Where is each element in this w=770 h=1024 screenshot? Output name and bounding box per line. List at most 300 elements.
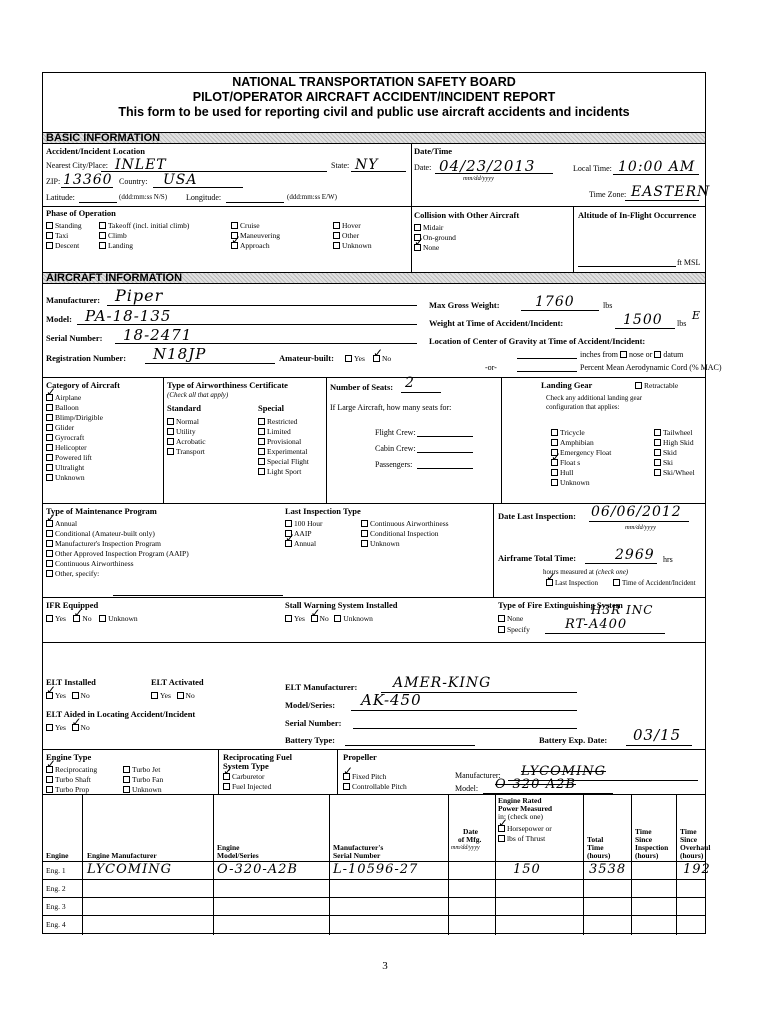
large-aircraft-label: If Large Aircraft, how many seats for:: [330, 403, 452, 412]
last-inspection-type-label: Last Inspection Type: [285, 506, 361, 516]
gear-ski-checkbox[interactable]: [654, 459, 661, 466]
airframe-time-unit: hrs: [663, 555, 673, 564]
last-inspection-continuous-airworthiness-option[interactable]: [361, 519, 449, 528]
th-since-2: Since: [635, 835, 653, 844]
engine-type-turbo-shaft-option[interactable]: [46, 775, 91, 784]
gear-float-s-label: Float s: [560, 458, 581, 467]
gear-amphibian-label: Amphibian: [560, 438, 594, 447]
phase-taxi-label: Taxi: [55, 231, 69, 240]
standard-normal-option[interactable]: [167, 417, 199, 426]
category-glider-label: Glider: [55, 423, 75, 432]
thrust-checkbox[interactable]: [498, 835, 505, 842]
standard-acrobatic-checkbox[interactable]: [167, 438, 174, 445]
last-inspection-unknown-option[interactable]: [361, 539, 400, 548]
manufacturer-value[interactable]: Piper: [115, 286, 164, 305]
last-inspection-conditional-inspection-checkbox[interactable]: [361, 530, 368, 537]
gear-high-skid-option[interactable]: [654, 438, 694, 447]
retractable-checkbox[interactable]: [635, 382, 642, 389]
phase-standing-checkbox[interactable]: [46, 222, 53, 229]
standard-utility-option[interactable]: [167, 427, 196, 436]
phase-maneuvering-label: Maneuvering: [240, 231, 280, 240]
engine-row-1-oh[interactable]: 192: [683, 862, 711, 877]
phase-unknown-checkbox[interactable]: [333, 242, 340, 249]
program-manufacturer-s-inspection-program-option[interactable]: [46, 539, 161, 548]
battery-type-line: [345, 745, 475, 746]
engine-type-turbo-jet-label: Turbo Jet: [132, 765, 161, 774]
phase-standing-label: Standing: [55, 221, 82, 230]
amateur-no-checkbox[interactable]: [373, 355, 380, 362]
phase-other-option[interactable]: [333, 231, 359, 240]
special-restricted-checkbox[interactable]: [258, 418, 265, 425]
gear-high-skid-checkbox[interactable]: [654, 439, 661, 446]
standard-acrobatic-option[interactable]: [167, 437, 206, 446]
phase-landing-option[interactable]: [99, 241, 133, 250]
phase-hover-option[interactable]: [333, 221, 361, 230]
propeller-fixed-pitch-label: Fixed Pitch: [352, 772, 387, 781]
stall-no-label: No: [319, 614, 329, 623]
program-continuous-airworthiness-option[interactable]: [46, 559, 134, 568]
phase-taxi-checkbox[interactable]: [46, 232, 53, 239]
max-gross-weight-line: [521, 310, 599, 311]
category-balloon-checkbox[interactable]: [46, 404, 53, 411]
section-basic-information: BASIC INFORMATION: [43, 132, 705, 144]
engine-row-1-model[interactable]: O-320-A2B: [217, 862, 298, 877]
max-gross-weight-label: Max Gross Weight:: [429, 300, 500, 310]
program-conditional-amateur-built-only-option[interactable]: [46, 529, 155, 538]
page-number: 3: [382, 960, 388, 972]
passengers-line: [417, 468, 473, 469]
special-provisional-checkbox[interactable]: [258, 438, 265, 445]
fire-specify-line: [545, 633, 665, 634]
gear-tricycle-option[interactable]: [551, 428, 585, 437]
table-row-divider: [43, 915, 705, 916]
phase-standing-option[interactable]: [46, 221, 82, 230]
latitude-label: Latitude:: [46, 193, 75, 202]
phase-approach-label: Approach: [240, 241, 270, 250]
category-unknown-checkbox[interactable]: [46, 474, 53, 481]
category-powered-lift-checkbox[interactable]: [46, 454, 53, 461]
category-blimp-dirigible-option[interactable]: [46, 413, 103, 422]
category-blimp-dirigible-checkbox[interactable]: [46, 414, 53, 421]
last-inspection-unknown-checkbox[interactable]: [361, 540, 368, 547]
special-restricted-label: Restricted: [267, 417, 298, 426]
horsepower-label: Horsepower or: [507, 824, 552, 833]
phase-other-checkbox[interactable]: [333, 232, 340, 239]
special-provisional-label: Provisional: [267, 437, 302, 446]
gear-unknown-option[interactable]: [551, 478, 590, 487]
gear-hull-option[interactable]: [551, 468, 573, 477]
elt-activated-no-label: No: [185, 691, 195, 700]
gear-float-s-checkbox[interactable]: [551, 459, 558, 466]
gear-hull-checkbox[interactable]: [551, 469, 558, 476]
category-airplane-option[interactable]: [46, 393, 81, 402]
elt-aided-yes-checkbox[interactable]: [46, 724, 53, 731]
category-gyrocraft-label: Gyrocraft: [55, 433, 85, 442]
last-inspection-date-value[interactable]: 06/06/2012: [591, 504, 682, 520]
elt-manufacturer-value[interactable]: AMER-KING: [393, 675, 492, 691]
cabin-crew-line: [417, 452, 473, 453]
special-limited-option[interactable]: [258, 427, 291, 436]
collision-midair-option[interactable]: [414, 223, 443, 232]
gear-amphibian-checkbox[interactable]: [551, 439, 558, 446]
stall-warning-label: Stall Warning System Installed: [285, 600, 398, 610]
elt-activated-no-checkbox[interactable]: [177, 692, 184, 699]
model-label: Model:: [46, 314, 72, 324]
phase-descent-checkbox[interactable]: [46, 242, 53, 249]
th-serial-1: Manufacturer's: [333, 843, 384, 852]
engine-type-turbo-prop-label: Turbo Prop: [55, 785, 90, 794]
last-inspection-checkbox[interactable]: [546, 579, 553, 586]
longitude-line: [226, 202, 284, 203]
program-annual-checkbox[interactable]: [46, 520, 53, 527]
category-helicopter-label: Helicopter: [55, 443, 87, 452]
ifr-unknown-label: Unknown: [108, 614, 138, 623]
th-power-2: Power Measured: [498, 804, 553, 813]
time-zone-line: [625, 200, 699, 201]
date-value[interactable]: 04/23/2013: [439, 157, 536, 175]
th-horsepower[interactable]: [498, 825, 552, 833]
divider: [501, 377, 502, 503]
divider: [213, 794, 214, 935]
special-special-flight-label: Special Flight: [267, 457, 309, 466]
phase-takeoff-incl-initial-climb-option[interactable]: [99, 221, 189, 230]
state-value[interactable]: NY: [355, 157, 379, 173]
prop-model-value[interactable]: O-320-A2B: [495, 777, 576, 792]
city-value[interactable]: INLET: [115, 157, 167, 173]
phase-hover-checkbox[interactable]: [333, 222, 340, 229]
other-specify-line: [113, 595, 283, 596]
divider: [43, 642, 705, 643]
fire-none-option[interactable]: [498, 614, 523, 623]
engine-type-label: Engine Type: [46, 752, 92, 762]
engine-row-1-power[interactable]: 150: [513, 862, 541, 877]
last-inspection-aaip-label: AAIP: [294, 529, 312, 538]
category-label: Category of Aircraft: [46, 380, 120, 390]
phase-takeoff-incl-initial-climb-checkbox[interactable]: [99, 222, 106, 229]
ifr-no-checkbox[interactable]: [73, 615, 80, 622]
category-powered-lift-option[interactable]: [46, 453, 92, 462]
engine-row-1-serial[interactable]: L-10596-27: [333, 862, 419, 877]
seats-line: [401, 392, 441, 393]
program-other-approved-inspection-program-aaip-checkbox[interactable]: [46, 550, 53, 557]
phase-taxi-option[interactable]: [46, 231, 68, 240]
divider: [573, 206, 574, 272]
cg-datum-checkbox[interactable]: [654, 351, 661, 358]
special-experimental-option[interactable]: [258, 447, 307, 456]
special-experimental-checkbox[interactable]: [258, 448, 265, 455]
program-other-specify-option[interactable]: [46, 569, 99, 578]
phase-cruise-label: Cruise: [240, 221, 260, 230]
th-since-4: (hours): [635, 851, 659, 860]
engine-row-4-eng: Eng. 4: [46, 920, 66, 929]
propeller-fixed-pitch-checkbox[interactable]: [343, 773, 350, 780]
divider: [43, 749, 705, 750]
category-helicopter-option[interactable]: [46, 443, 87, 452]
standard-label: Standard: [167, 403, 202, 413]
retractable-option[interactable]: [635, 381, 678, 390]
fuel-carburetor-option[interactable]: [223, 772, 265, 781]
cg-inches-from: [580, 350, 683, 359]
time-of-accident-checkbox[interactable]: [613, 579, 620, 586]
divider: [583, 794, 584, 935]
gear-unknown-checkbox[interactable]: [551, 479, 558, 486]
ifr-yes-checkbox[interactable]: [46, 615, 53, 622]
phase-cruise-checkbox[interactable]: [231, 222, 238, 229]
divider: [329, 794, 330, 935]
category-glider-checkbox[interactable]: [46, 424, 53, 431]
last-inspection-annual-label: Annual: [294, 539, 317, 548]
airframe-time-label: Airframe Total Time:: [498, 553, 577, 563]
fuel-carburetor-label: Carburetor: [232, 772, 265, 781]
category-helicopter-checkbox[interactable]: [46, 444, 53, 451]
fuel-system-label-2: System Type: [223, 761, 269, 771]
engine-type-turbo-jet-option[interactable]: [123, 765, 160, 774]
special-light-sport-option[interactable]: [258, 467, 301, 476]
fuel-fuel-injected-option[interactable]: [223, 782, 271, 791]
prop-model-label: Model:: [455, 784, 479, 793]
phase-climb-option[interactable]: [99, 231, 127, 240]
model-value[interactable]: PA-18-135: [85, 307, 172, 325]
elt-installed-yes-checkbox[interactable]: [46, 692, 53, 699]
collision-none-option[interactable]: [414, 243, 439, 252]
engine-type-turbo-fan-checkbox[interactable]: [123, 776, 130, 783]
elt-activated-yes-label: Yes: [160, 691, 171, 700]
last-inspection-annual-option[interactable]: [285, 539, 316, 548]
gear-ski-option[interactable]: [654, 458, 673, 467]
battery-exp-line: [626, 745, 692, 746]
gear-tricycle-checkbox[interactable]: [551, 429, 558, 436]
last-inspection-conditional-inspection-label: Conditional Inspection: [370, 529, 439, 538]
altitude-label: Altitude of In-Flight Occurrence: [578, 210, 697, 220]
elt-activated-yes-checkbox[interactable]: [151, 692, 158, 699]
zip-value[interactable]: 13360: [63, 172, 113, 188]
divider: [676, 794, 677, 935]
special-light-sport-checkbox[interactable]: [258, 468, 265, 475]
last-inspection-option[interactable]: [546, 579, 598, 588]
collision-midair-checkbox[interactable]: [414, 224, 421, 231]
zip-label: ZIP:: [46, 177, 61, 186]
airframe-time-value[interactable]: 2969: [615, 547, 655, 563]
local-time-value[interactable]: 10:00 AM: [618, 159, 696, 175]
hours-check-hint: (check one): [595, 568, 629, 576]
gear-float-s-option[interactable]: [551, 458, 580, 467]
fuel-fuel-injected-checkbox[interactable]: [223, 783, 230, 790]
phase-other-label: Other: [342, 231, 360, 240]
standard-normal-checkbox[interactable]: [167, 418, 174, 425]
program-annual-option[interactable]: [46, 519, 77, 528]
stall-unknown-checkbox[interactable]: [334, 615, 341, 622]
elt-aided-no-checkbox[interactable]: [72, 724, 79, 731]
gear-ski-wheel-checkbox[interactable]: [654, 469, 661, 476]
stall-no-checkbox[interactable]: [311, 615, 318, 622]
standard-utility-checkbox[interactable]: [167, 428, 174, 435]
amateur-no[interactable]: [373, 354, 391, 363]
country-value[interactable]: USA: [163, 172, 198, 188]
special-limited-checkbox[interactable]: [258, 428, 265, 435]
cg-or-text: or: [645, 350, 653, 359]
collision-none-checkbox[interactable]: [414, 244, 421, 251]
divider: [82, 794, 83, 935]
engine-row-1-mfr[interactable]: LYCOMING: [87, 862, 172, 877]
propeller-controllable-pitch-option[interactable]: [343, 782, 407, 791]
engine-row-1-total[interactable]: 3538: [589, 862, 627, 877]
landing-gear-label: Landing Gear: [541, 380, 593, 390]
phase-climb-checkbox[interactable]: [99, 232, 106, 239]
category-unknown-option[interactable]: [46, 473, 85, 482]
max-gross-weight-value[interactable]: 1760: [535, 294, 575, 310]
manufacturer-label: Manufacturer:: [46, 295, 101, 305]
divider: [411, 144, 412, 206]
fire-specify-option[interactable]: [498, 625, 530, 634]
header-form-title: PILOT/OPERATOR AIRCRAFT ACCIDENT/INCIDENT REPORT: [192, 90, 556, 104]
program-conditional-amateur-built-only-checkbox[interactable]: [46, 530, 53, 537]
serial-value[interactable]: 18-2471: [123, 326, 193, 344]
program-other-specify-checkbox[interactable]: [46, 570, 53, 577]
engine-type-unknown-checkbox[interactable]: [123, 786, 130, 793]
gear-amphibian-option[interactable]: [551, 438, 594, 447]
category-ultralight-option[interactable]: [46, 463, 84, 472]
th-engine-manufacturer: Engine Manufacturer: [87, 851, 157, 860]
airworthiness-label: Type of Airworthiness Certificate: [167, 380, 288, 390]
amateur-yes[interactable]: [345, 354, 365, 363]
flight-crew-label: Flight Crew:: [375, 428, 416, 437]
category-glider-option[interactable]: [46, 423, 74, 432]
engine-type-turbo-shaft-checkbox[interactable]: [46, 776, 53, 783]
divider: [43, 794, 705, 795]
standard-transport-checkbox[interactable]: [167, 448, 174, 455]
elt-installed-yes-label: Yes: [55, 691, 66, 700]
th-date-3: mm/dd/yyyy: [451, 845, 480, 851]
phase-landing-checkbox[interactable]: [99, 242, 106, 249]
phase-cruise-option[interactable]: [231, 221, 260, 230]
last-inspection-100-hour-option[interactable]: [285, 519, 323, 528]
gear-tailwheel-option[interactable]: [654, 428, 692, 437]
divider: [43, 377, 705, 378]
engine-type-reciprocating-option[interactable]: [46, 765, 97, 774]
last-inspection-annual-checkbox[interactable]: [285, 540, 292, 547]
phase-landing-label: Landing: [108, 241, 133, 250]
cg-mac-label: Percent Mean Aerodynamic Cord (% MAC): [580, 363, 722, 372]
engine-row-2-eng: Eng. 2: [46, 884, 66, 893]
elt-model-value[interactable]: AK-450: [361, 691, 422, 709]
fuel-carburetor-checkbox[interactable]: [223, 773, 230, 780]
elt-activated-options: [151, 691, 195, 700]
category-ultralight-label: Ultralight: [55, 463, 85, 472]
cg-nose-checkbox[interactable]: [620, 351, 627, 358]
last-inspection-conditional-inspection-option[interactable]: [361, 529, 439, 538]
stall-yes-label: Yes: [294, 614, 305, 623]
category-balloon-option[interactable]: [46, 403, 79, 412]
special-limited-label: Limited: [267, 427, 291, 436]
engine-type-reciprocating-checkbox[interactable]: [46, 766, 53, 773]
date-label: Date:: [414, 163, 432, 172]
propeller-fixed-pitch-option[interactable]: [343, 772, 386, 781]
prop-manufacturer-label: Manufacturer:: [455, 771, 501, 780]
engine-type-turbo-prop-checkbox[interactable]: [46, 786, 53, 793]
datetime-label: Date/Time: [414, 146, 453, 156]
fire-specify-checkbox[interactable]: [498, 626, 505, 633]
time-of-accident-option[interactable]: [613, 579, 696, 588]
category-gyrocraft-checkbox[interactable]: [46, 434, 53, 441]
ifr-unknown-checkbox[interactable]: [99, 615, 106, 622]
phase-descent-option[interactable]: [46, 241, 79, 250]
phase-approach-checkbox[interactable]: [231, 242, 238, 249]
gear-skid-option[interactable]: [654, 448, 677, 457]
amateur-yes-checkbox[interactable]: [345, 355, 352, 362]
phase-approach-option[interactable]: [231, 241, 270, 250]
time-zone-value[interactable]: EASTERN: [631, 184, 711, 200]
prop-manufacturer-value[interactable]: LYCOMING: [521, 764, 606, 779]
fire-value-2[interactable]: RT-A400: [565, 617, 628, 632]
fire-none-checkbox[interactable]: [498, 615, 505, 622]
program-other-approved-inspection-program-aaip-label: Other Approved Inspection Program (AAIP): [55, 549, 189, 558]
phase-unknown-option[interactable]: [333, 241, 372, 250]
th-thrust[interactable]: [498, 835, 545, 843]
registration-value[interactable]: N18JP: [153, 345, 207, 363]
special-light-sport-label: Light Sport: [267, 467, 302, 476]
engine-type-turbo-prop-option[interactable]: [46, 785, 89, 794]
last-inspection-unknown-label: Unknown: [370, 539, 400, 548]
elt-installed-options: [46, 691, 90, 700]
divider: [411, 206, 412, 272]
seats-value[interactable]: 2: [405, 375, 415, 391]
engine-type-turbo-fan-option[interactable]: [123, 775, 163, 784]
last-inspection-continuous-airworthiness-checkbox[interactable]: [361, 520, 368, 527]
ifr-options: [46, 614, 138, 623]
section-aircraft-information: AIRCRAFT INFORMATION: [43, 272, 705, 284]
standard-transport-option[interactable]: [167, 447, 205, 456]
battery-exp-label: Battery Exp. Date:: [539, 735, 608, 745]
category-airplane-checkbox[interactable]: [46, 394, 53, 401]
gear-ski-wheel-option[interactable]: [654, 468, 695, 477]
engine-type-unknown-option[interactable]: [123, 785, 162, 794]
fire-extinguishing-label: Type of Fire Extinguishing System: [498, 600, 623, 610]
category-ultralight-checkbox[interactable]: [46, 464, 53, 471]
special-restricted-option[interactable]: [258, 417, 297, 426]
th-model-1: Engine: [217, 843, 240, 852]
time-of-accident-label: Time of Accident/Incident: [622, 579, 696, 587]
category-gyrocraft-option[interactable]: [46, 433, 84, 442]
special-provisional-option[interactable]: [258, 437, 301, 446]
stall-yes-checkbox[interactable]: [285, 615, 292, 622]
program-other-approved-inspection-program-aaip-option[interactable]: [46, 549, 189, 558]
gear-skid-checkbox[interactable]: [654, 449, 661, 456]
elt-aided-label: ELT Aided in Locating Accident/Incident: [46, 709, 196, 719]
special-special-flight-checkbox[interactable]: [258, 458, 265, 465]
altitude-line: [578, 266, 676, 267]
amateur-no-label: No: [382, 354, 392, 363]
horsepower-checkbox[interactable]: [498, 825, 505, 832]
battery-exp-value[interactable]: 03/15: [633, 726, 682, 744]
propeller-controllable-pitch-checkbox[interactable]: [343, 783, 350, 790]
fire-value-1[interactable]: H3R INC: [591, 603, 654, 617]
country-label: Country:: [119, 177, 148, 186]
engine-type-reciprocating-label: Reciprocating: [55, 765, 98, 774]
flight-crew-line: [417, 436, 473, 437]
program-manufacturer-s-inspection-program-checkbox[interactable]: [46, 540, 53, 547]
weight-at-time-value[interactable]: 1500: [623, 312, 663, 328]
elt-installed-no-checkbox[interactable]: [72, 692, 79, 699]
gear-tailwheel-checkbox[interactable]: [654, 429, 661, 436]
retractable-label: Retractable: [644, 381, 679, 390]
divider: [493, 503, 494, 597]
program-continuous-airworthiness-checkbox[interactable]: [46, 560, 53, 567]
last-inspection-100-hour-checkbox[interactable]: [285, 520, 292, 527]
engine-type-turbo-jet-checkbox[interactable]: [123, 766, 130, 773]
propeller-label: Propeller: [343, 752, 377, 762]
standard-transport-label: Transport: [176, 447, 205, 456]
special-special-flight-option[interactable]: [258, 457, 309, 466]
